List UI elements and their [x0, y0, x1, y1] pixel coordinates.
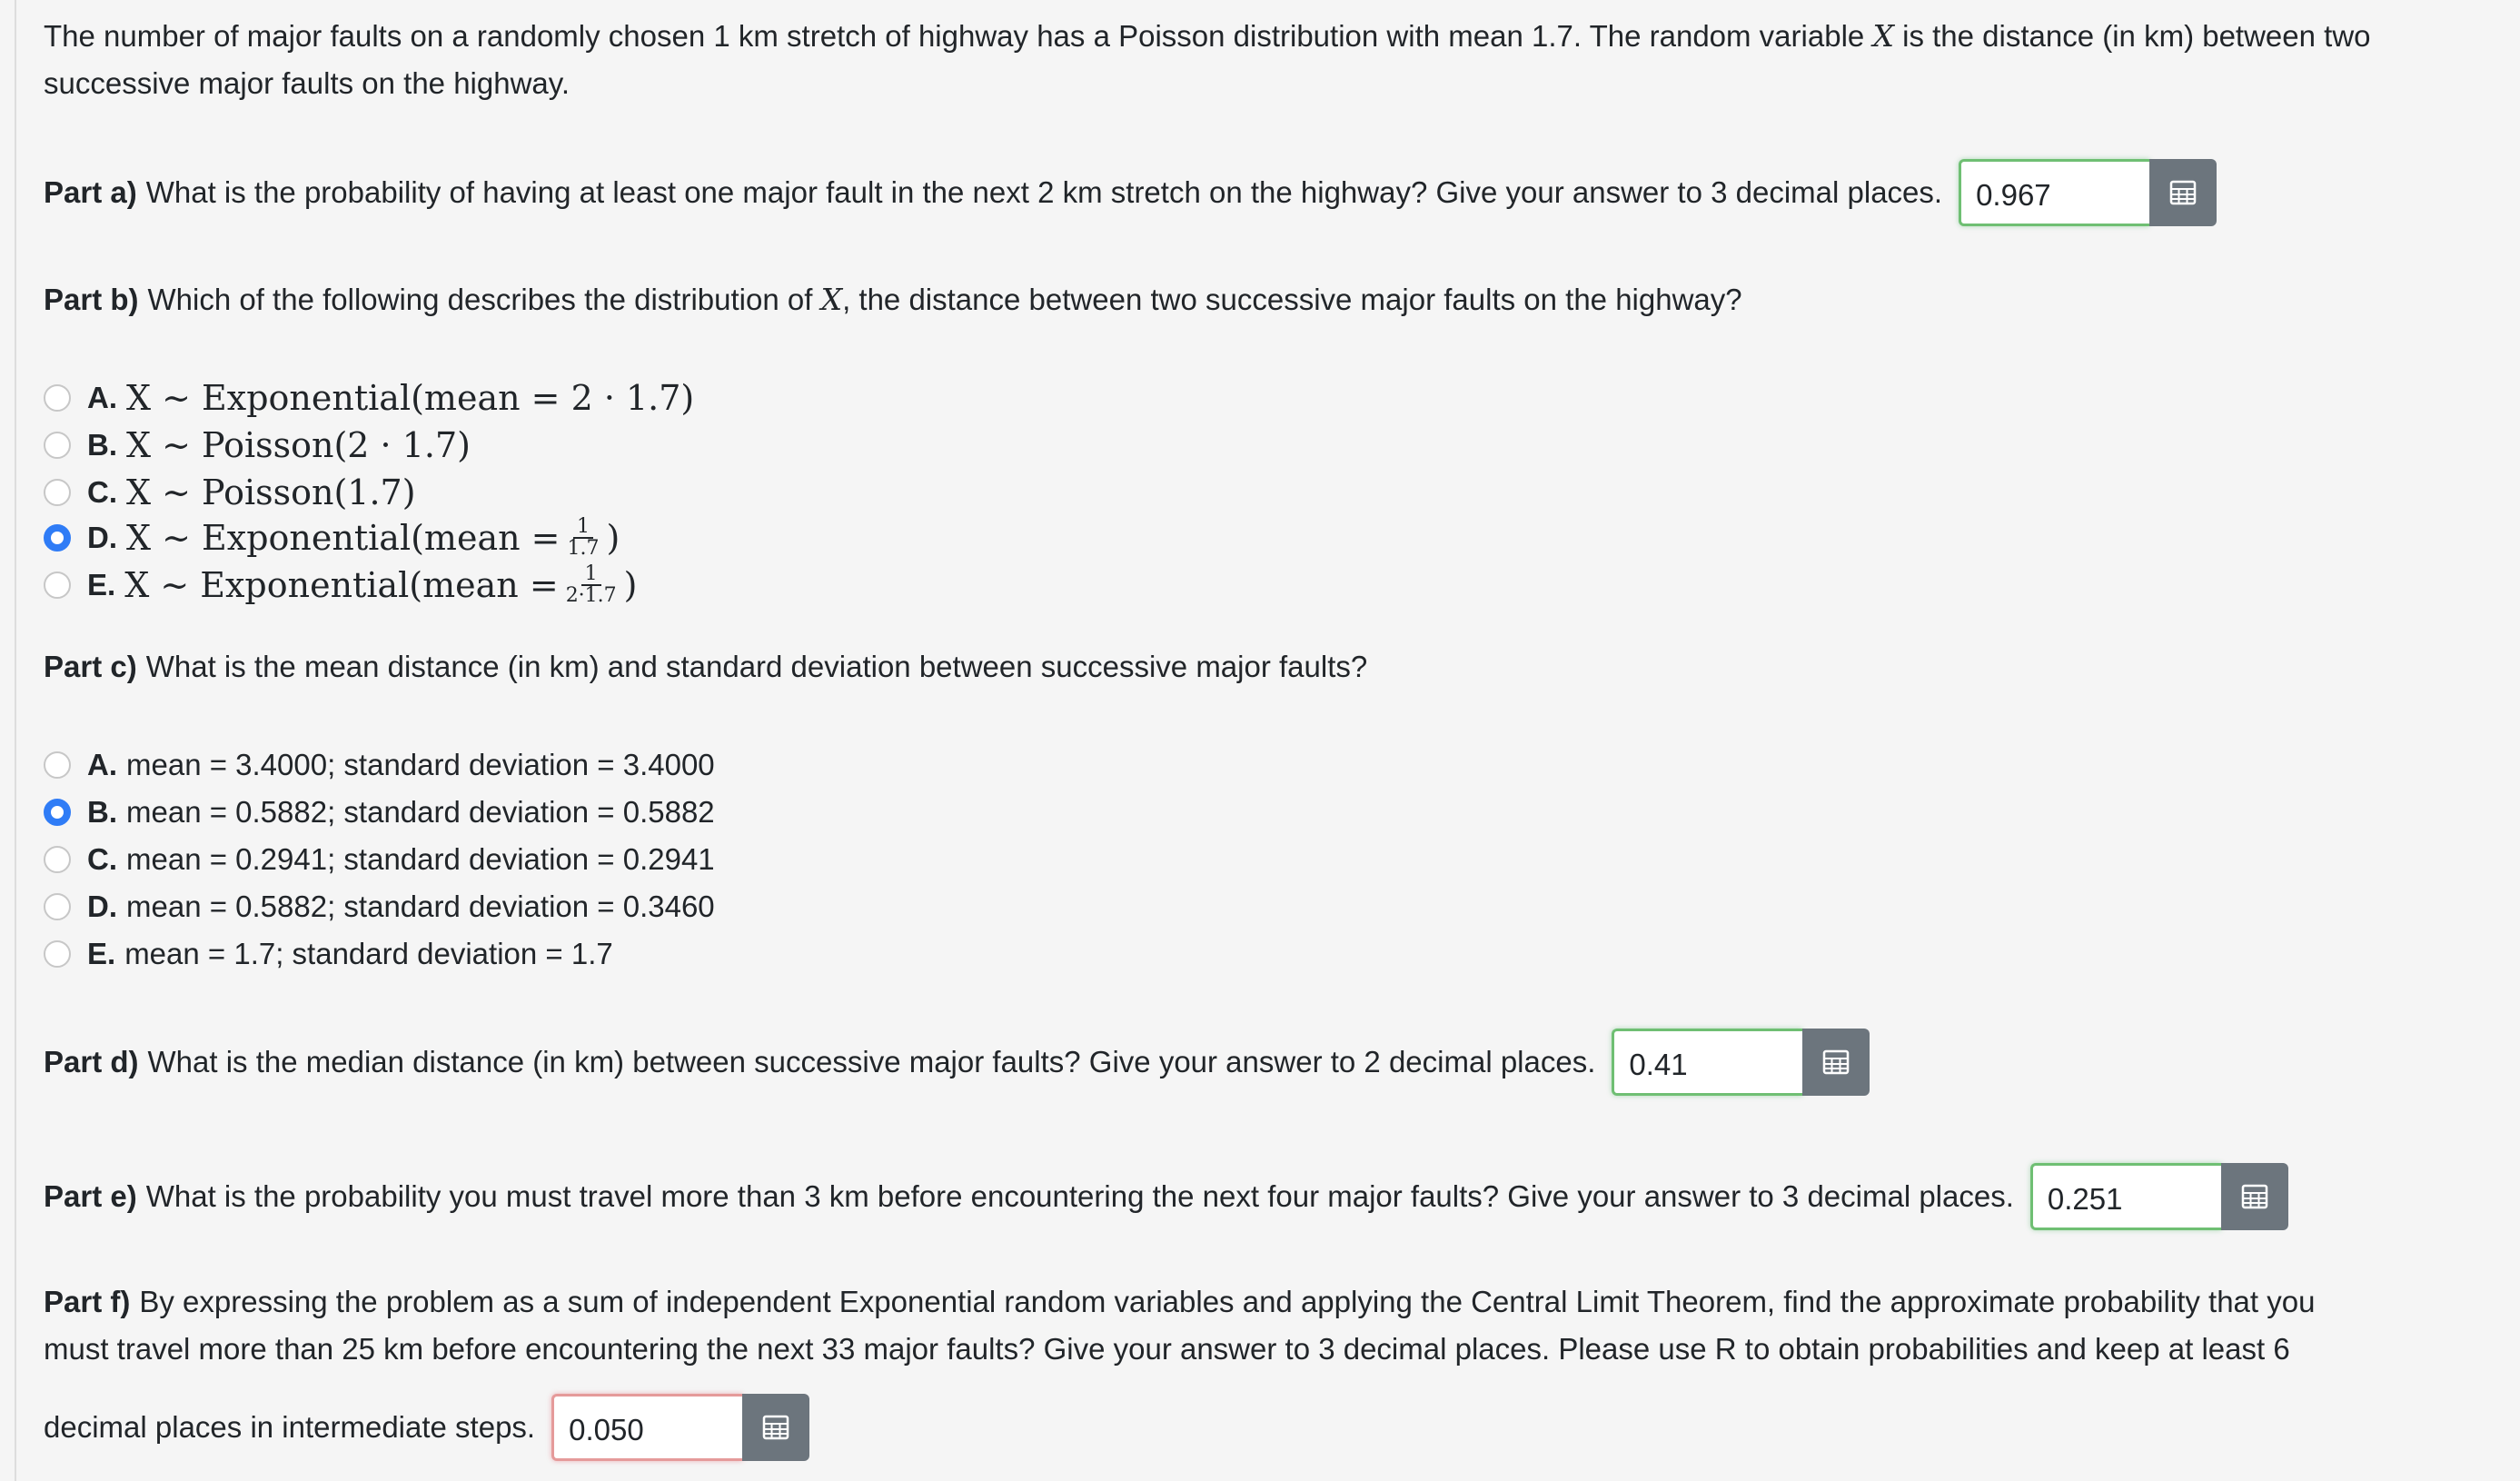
part-c: [44, 650, 1367, 684]
option-letter: E.: [87, 568, 116, 601]
part-a-answer-input[interactable]: [1959, 159, 2149, 226]
option-letter: C.: [87, 842, 117, 876]
part-c-option-d[interactable]: [44, 885, 715, 929]
option-expression: X ∼ Poisson(1.7): [126, 472, 416, 512]
option-letter: A.: [87, 748, 117, 781]
part-f-answer-group: [551, 1394, 809, 1461]
part-f-question-line-3: decimal places in intermediate steps.: [44, 1410, 536, 1444]
radio-button[interactable]: [44, 846, 71, 873]
part-d: [44, 1029, 1870, 1096]
option-letter: B.: [87, 428, 117, 462]
part-b-question-after: , the distance between two successive major faults on the highway?: [842, 282, 1742, 316]
calculator-grid-icon: [762, 1414, 789, 1441]
part-f-calculator-button[interactable]: [742, 1394, 809, 1461]
calculator-grid-icon: [1822, 1049, 1850, 1076]
option-fraction: [564, 517, 603, 559]
option-letter: A.: [87, 381, 117, 414]
radio-button[interactable]: [44, 751, 71, 779]
radio-button[interactable]: [44, 432, 71, 459]
part-c-option-a[interactable]: [44, 743, 715, 787]
option-expression-suffix: ): [623, 565, 638, 605]
option-text: mean = 3.4000; standard deviation = 3.4000: [126, 748, 715, 781]
option-text: mean = 0.2941; standard deviation = 0.2941: [126, 842, 715, 876]
option-letter: E.: [87, 937, 116, 970]
radio-button-selected[interactable]: [44, 524, 71, 552]
part-c-option-c[interactable]: [44, 838, 715, 881]
radio-button[interactable]: [44, 572, 71, 599]
part-e: [44, 1163, 2288, 1230]
option-letter: D.: [87, 521, 117, 554]
part-d-calculator-button[interactable]: [1802, 1029, 1870, 1096]
part-f-line-2: [44, 1332, 2290, 1367]
radio-button-selected[interactable]: [44, 799, 71, 826]
part-e-question: What is the probability you must travel more than 3 km before encountering the next four major faults? Give your answer to 3 decimal places.: [145, 1179, 2014, 1213]
part-c-label: Part c): [44, 650, 137, 683]
part-e-answer-input[interactable]: [2030, 1163, 2221, 1230]
part-d-answer-group: [1612, 1029, 1870, 1096]
intro-text-before: The number of major faults on a randomly chosen 1 km stretch of highway has a Poisson distribution with mean 1.7. The random variable: [44, 19, 1865, 53]
fraction-numerator: 1: [573, 517, 593, 539]
intro-text-after: is the distance (in km) between two successive major faults on the highway.: [44, 19, 2371, 100]
option-text: mean = 1.7; standard deviation = 1.7: [124, 937, 613, 970]
part-b-label: Part b): [44, 282, 139, 316]
radio-button[interactable]: [44, 479, 71, 506]
part-f-question-line-1: By expressing the problem as a sum of independent Exponential random variables and applying the Central Limit Theorem, find the approximate probability that you: [139, 1285, 2316, 1318]
calculator-grid-icon: [2241, 1183, 2268, 1210]
part-e-calculator-button[interactable]: [2221, 1163, 2288, 1230]
part-a-label: Part a): [44, 175, 137, 209]
left-border: [15, 0, 16, 1481]
calculator-grid-icon: [2169, 179, 2197, 206]
option-expression: X ∼ Exponential(mean =: [124, 565, 559, 605]
part-b-option-b[interactable]: [44, 423, 471, 467]
option-text: mean = 0.5882; standard deviation = 0.3460: [126, 890, 715, 923]
part-c-question: What is the mean distance (in km) and standard deviation between successive major faults?: [145, 650, 1368, 683]
radio-button[interactable]: [44, 384, 71, 412]
part-f-line-1: [44, 1285, 2315, 1319]
part-b-variable: X: [820, 282, 843, 317]
part-b-option-e[interactable]: [44, 563, 638, 607]
part-f-line-3: [44, 1394, 809, 1461]
part-c-option-b[interactable]: [44, 790, 715, 834]
option-expression: X ∼ Exponential(mean = 2 · 1.7): [126, 378, 695, 418]
radio-button[interactable]: [44, 940, 71, 968]
radio-button[interactable]: [44, 893, 71, 920]
part-c-option-e[interactable]: [44, 932, 613, 976]
fraction-numerator: 1: [581, 564, 601, 586]
part-a: [44, 159, 2217, 226]
part-b: [44, 282, 1742, 317]
option-expression-suffix: ): [606, 518, 620, 558]
part-f-answer-input[interactable]: [551, 1394, 742, 1461]
part-d-answer-input[interactable]: [1612, 1029, 1802, 1096]
part-b-option-a[interactable]: [44, 376, 694, 420]
fraction-denominator: 2·1.7: [565, 584, 617, 607]
option-letter: D.: [87, 890, 117, 923]
question-intro: [44, 13, 2496, 107]
part-a-question: What is the probability of having at least one major fault in the next 2 km stretch on the highway? Give your answer to 3 decimal places.: [145, 175, 1943, 209]
part-a-answer-group: [1959, 159, 2217, 226]
option-fraction: [562, 564, 620, 606]
part-b-question-before: Which of the following describes the distribution of: [147, 282, 813, 316]
part-d-label: Part d): [44, 1045, 139, 1078]
intro-variable: X: [1872, 18, 1894, 54]
option-letter: C.: [87, 475, 117, 509]
part-e-label: Part e): [44, 1179, 137, 1213]
part-f-question-line-2: must travel more than 25 km before encountering the next 33 major faults? Give your answer to 3 decimal places. Please use R to obtain probabilities and keep at least 6: [44, 1332, 2290, 1366]
part-d-question: What is the median distance (in km) between successive major faults? Give your answer to 2 decimal places.: [147, 1045, 1596, 1078]
option-expression: X ∼ Poisson(2 · 1.7): [126, 425, 471, 465]
option-expression: X ∼ Exponential(mean =: [126, 518, 561, 558]
part-b-option-d[interactable]: [44, 516, 620, 560]
part-b-option-c[interactable]: [44, 471, 416, 514]
part-a-calculator-button[interactable]: [2149, 159, 2217, 226]
option-letter: B.: [87, 795, 117, 829]
part-e-answer-group: [2030, 1163, 2288, 1230]
option-text: mean = 0.5882; standard deviation = 0.5882: [126, 795, 715, 829]
part-f-label: Part f): [44, 1285, 131, 1318]
fraction-denominator: 1.7: [567, 537, 600, 560]
